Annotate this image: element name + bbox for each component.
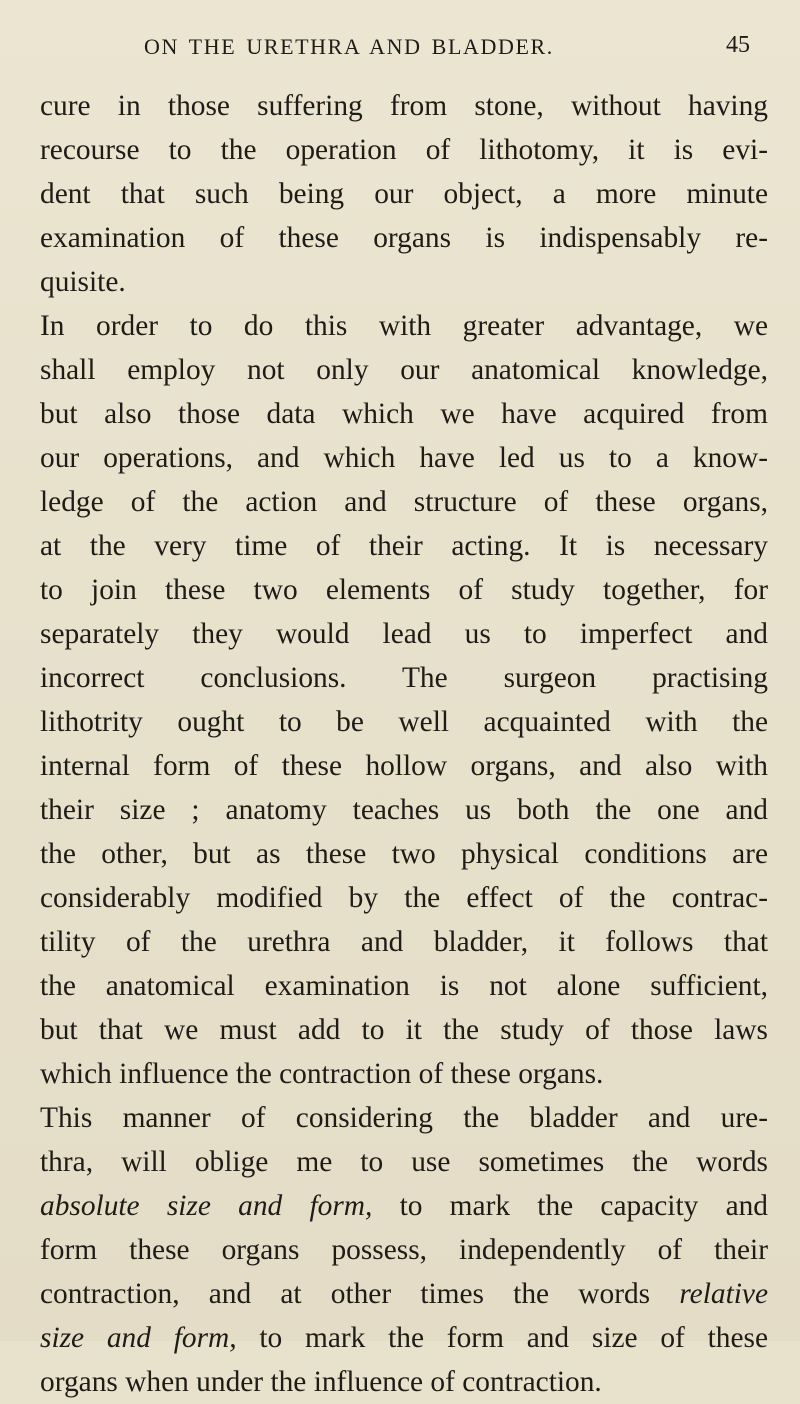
running-title: ON THE URETHRA AND BLADDER. (144, 34, 554, 59)
text-line: absolute size and form, to mark the capacity and (40, 1190, 768, 1222)
text-line: to join these two elements of study together, for (40, 574, 768, 606)
page-number: 45 (726, 32, 750, 58)
text-line: recourse to the operation of lithotomy, it is evi- (40, 134, 768, 166)
text-line: organs when under the influence of contraction. (40, 1366, 602, 1398)
text-line: ledge of the action and structure of these organs, (40, 486, 768, 518)
text-line: the other, but as these two physical conditions are (40, 838, 768, 870)
text-line: the anatomical examination is not alone sufficient, (40, 970, 768, 1002)
text-line: but that we must add to it the study of those laws (40, 1014, 768, 1046)
text-line: This manner of considering the bladder and ure- (40, 1102, 768, 1134)
italic-phrase: absolute size and form, (40, 1190, 373, 1222)
text-line: dent that such being our object, a more minute (40, 178, 768, 210)
text-line: size and form, to mark the form and size of these (40, 1322, 768, 1354)
text-line: cure in those suffering from stone, without having (40, 90, 768, 122)
text-line: considerably modified by the effect of the contrac- (40, 882, 768, 914)
text-line: In order to do this with greater advantage, we (40, 310, 768, 342)
text-line: lithotrity ought to be well acquainted with the (40, 706, 768, 738)
running-head (40, 26, 760, 62)
italic-phrase: relative (679, 1278, 768, 1310)
text-line: internal form of these hollow organs, and also with (40, 750, 768, 782)
text-line: separately they would lead us to imperfect and (40, 618, 768, 650)
text-line: incorrect conclusions. The surgeon practising (40, 662, 768, 694)
text-line: which influence the contraction of these organs. (40, 1058, 604, 1090)
text-line: our operations, and which have led us to a know- (40, 442, 768, 474)
text-line: form these organs possess, independently of their (40, 1234, 768, 1266)
italic-phrase: size and form, (40, 1322, 237, 1354)
text-line: their size ; anatomy teaches us both the one and (40, 794, 768, 826)
text-line: at the very time of their acting. It is necessary (40, 530, 768, 562)
text-line: tility of the urethra and bladder, it follows that (40, 926, 768, 958)
body-text (40, 84, 768, 1404)
text-line: but also those data which we have acquired from (40, 398, 768, 430)
text-line: quisite. (40, 266, 126, 298)
text-line: contraction, and at other times the words relative (40, 1278, 768, 1310)
text-line: thra, will oblige me to use sometimes the words (40, 1146, 768, 1178)
text-line: shall employ not only our anatomical knowledge, (40, 354, 768, 386)
text-line: examination of these organs is indispensably re- (40, 222, 768, 254)
